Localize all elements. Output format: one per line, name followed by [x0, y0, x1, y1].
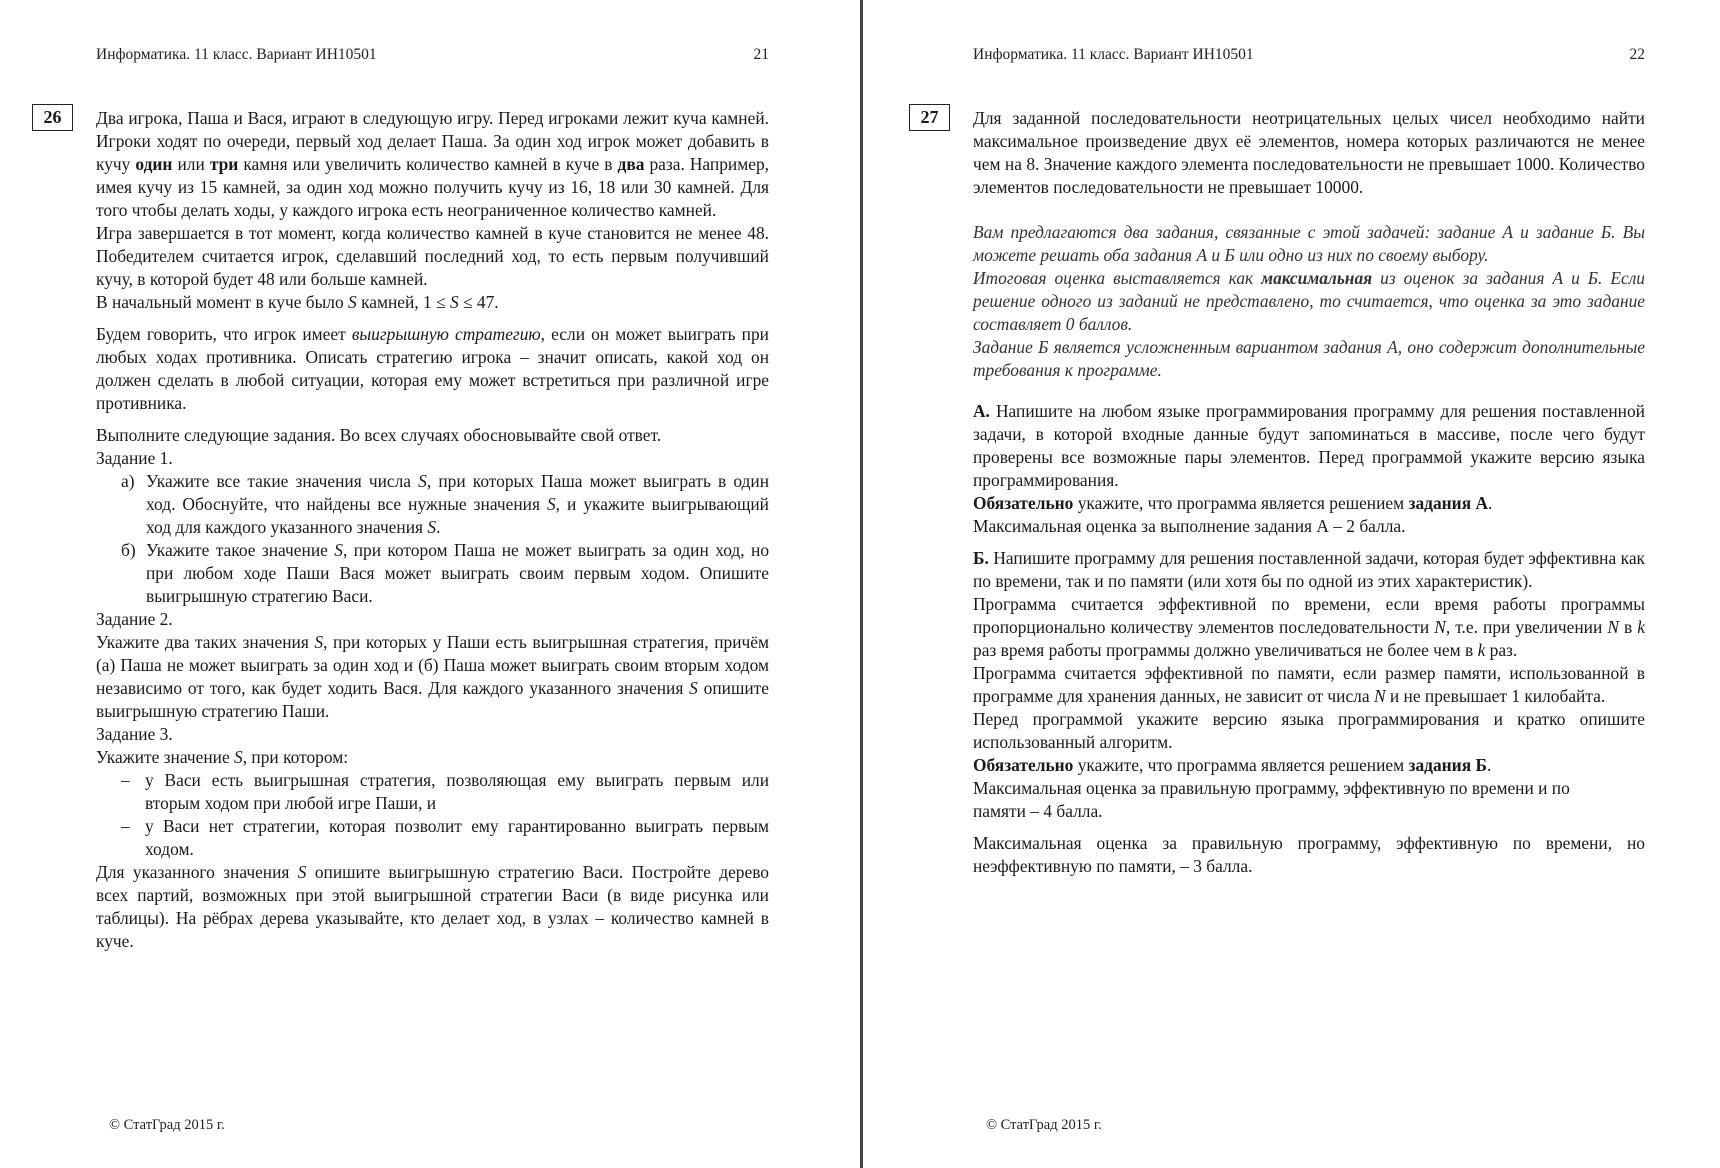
instructions-paragraph: Выполните следующие задания. Во всех случаях обосновывайте свой ответ. [96, 425, 662, 445]
time-efficiency-paragraph [973, 593, 1645, 662]
dash-marker: – [121, 816, 130, 836]
text-run: , при которых Паша может выиграть в один ход. Обоснуйте, что найдены все нужные значения [146, 471, 770, 514]
assignment-2-text [96, 631, 769, 723]
grading-note [973, 267, 1645, 336]
text-run: раз. [1485, 640, 1518, 660]
text-run: ≤ 47. [458, 292, 499, 312]
variable-s: S [348, 292, 357, 312]
task-27-text [973, 107, 1645, 878]
variable-n: N [1434, 617, 1446, 637]
variable-s: S [427, 517, 437, 537]
variable-s: S [297, 862, 307, 882]
text-run: Итоговая оценка выставляется как [973, 268, 1262, 288]
text-run: Укажите значение [96, 747, 235, 767]
variable-s: S [546, 494, 556, 514]
text-run: Напишите на любом языке программирования программу для решения поставленной задачи, в которой входные данные будут запоминаться в массиве, после чего будут проверены все возможные пары элементов. Перед программой укажите версию языка программирования. [973, 401, 1645, 490]
variable-s: S [334, 540, 343, 560]
assignment-3-title: Задание 3. [96, 724, 173, 744]
dash-marker: – [121, 770, 130, 790]
task-b-paragraph [973, 547, 1645, 593]
variable-n: N [1607, 617, 1619, 637]
bold-term: максимальная [1261, 268, 1373, 288]
initial-state-paragraph [96, 291, 769, 314]
bold-term: задания А [1408, 493, 1489, 513]
problem-statement: Для заданной последовательности неотрицательных целых чисел необходимо найти максимальное произведение двух её элементов, номера которых различаются не менее чем на 8. Значение каждого элемента последовательности не превышает 1000. Количество элементов последовательности не превышает 10000. [973, 108, 1645, 197]
assignment-3-condition-1 [96, 769, 769, 815]
bold-term: два [617, 154, 645, 174]
task-a-paragraph [973, 400, 1645, 492]
choice-note: Вам предлагаются два задания, связанные с этой задачей: задание А и задание Б. Вы можете решать оба задания А и Б или одно из них по своему выбору. [973, 222, 1645, 265]
text-run: . [1488, 493, 1493, 513]
task-b-score-2: Максимальная оценка за правильную программу, эффективную по времени, но неэффективную по памяти, – 3 балла. [973, 833, 1645, 876]
text-run: укажите, что программа является решением [1073, 755, 1409, 775]
variable-s: S [449, 292, 459, 312]
task-b-requirement [973, 754, 1645, 777]
text-run: из оценок за задания А и Б. Если решение одного из заданий не представлено, то считается, что оценка за это задание составляет 0 баллов. [973, 268, 1645, 334]
assignment-3-final [96, 861, 769, 953]
assignment-1a [96, 470, 769, 539]
text-run: . [1486, 755, 1492, 775]
text-run: укажите, что программа является решением [1073, 493, 1409, 513]
assignment-2-title: Задание 2. [96, 609, 173, 629]
variable-s: S [314, 632, 324, 652]
text-run: Для указанного значения [96, 862, 298, 882]
text-run: раза. Например, имея кучу из 15 камней, за один ход можно получить кучу из 16, 18 или 30 камней. Для того чтобы делать ходы, у каждого игрока есть неограниченное количество камней. [96, 154, 770, 220]
text-run: Укажите все такие значения числа [146, 471, 419, 491]
header-title: Информатика. 11 класс. Вариант ИН10501 [973, 46, 1254, 63]
text-run: , при котором: [242, 747, 349, 767]
task-b-label: Б. [973, 548, 989, 568]
text-run: Программа считается эффективной по памяти, если размер памяти, использованной в программе для хранения данных, не зависит от числа [973, 663, 1645, 706]
text-run: опишите выигрышную стратегию Паши. [96, 678, 769, 721]
assignment-1a-text [146, 470, 769, 539]
page-number: 22 [1629, 46, 1645, 63]
condition-text: у Васи есть выигрышная стратегия, позволяющая ему выиграть первым или вторым ходом при любой игре Паши, и [145, 770, 769, 813]
assignment-1-title: Задание 1. [96, 448, 173, 468]
italic-term: выигрышную стратегию [351, 324, 541, 344]
text-run: Укажите такое значение [146, 540, 335, 560]
item-marker: б) [121, 540, 136, 560]
bold-term: Обязательно [973, 493, 1074, 513]
text-run: раз время работы программы должно увеличиваться не более чем в [973, 640, 1478, 660]
strategy-definition-paragraph [96, 323, 769, 415]
header-title: Информатика. 11 класс. Вариант ИН10501 [96, 46, 377, 63]
assignment-3-condition-2 [96, 815, 769, 861]
bold-term: задания Б [1408, 755, 1487, 775]
text-run: и не превышает 1 килобайта. [1385, 686, 1606, 706]
text-run: или [172, 154, 210, 174]
end-condition-paragraph: Игра завершается в тот момент, когда количество камней в куче становится не менее 48. Победителем считается игрок, сделавший последний ход, то есть первым получивший кучу, в которой будет 48 или больше камней. [96, 223, 769, 289]
text-run: камня или увеличить количество камней в куче в [238, 154, 618, 174]
text-run: Два игрока, Паша и Вася, играют в следующую игру. Перед игроками лежит куча камней. Игроки ходят по очереди, первый ход делает Паша. За один ход игрок может добавить в кучу [96, 108, 769, 174]
task-a-score: Максимальная оценка за выполнение задания А – 2 балла. [973, 516, 1406, 536]
assignment-3-intro [96, 746, 769, 769]
task-b-score-1: Максимальная оценка за правильную программу, эффективную по времени и по памяти – 4 балла. [973, 778, 1570, 821]
assignment-1b-text [146, 539, 769, 608]
text-run: , и укажите выигрывающий ход для каждого указанного значения [146, 494, 769, 537]
task-26-text [96, 107, 769, 953]
text-run: Укажите два таких значения [96, 632, 315, 652]
variable-k: k [1637, 617, 1645, 637]
page-number: 21 [753, 46, 769, 63]
rules-paragraph [96, 107, 769, 222]
task-a-label: А. [973, 401, 990, 421]
text-run: Напишите программу для решения поставленной задачи, которая будет эффективна как по времени, так и по памяти (или хотя бы по одной из этих характеристик). [973, 548, 1645, 591]
variable-s: S [234, 747, 243, 767]
condition-text: у Васи нет стратегии, которая позволит ему гарантированно выиграть первым ходом. [145, 816, 769, 859]
right-page [863, 0, 1720, 1168]
variable-k: k [1477, 640, 1486, 660]
copyright-footer: © СтатГрад 2015 г. [109, 1117, 225, 1133]
text-run: В начальный момент в куче было [96, 292, 349, 312]
task-number-box: 27 [909, 104, 950, 131]
text-run: Будем говорить, что игрок имеет [96, 324, 352, 344]
assignment-1b [96, 539, 769, 608]
text-run: Программа считается эффективной по времени, если время работы программы пропорционально количеству элементов последовательности [973, 594, 1645, 637]
text-run: камней, 1 ≤ [356, 292, 450, 312]
variable-n: N [1373, 686, 1386, 706]
text-run: в [1618, 617, 1638, 637]
text-run: , если он может выиграть при любых ходах противника. Описать стратегию игрока – значит описать, какой ход он должен сделать в любой ситуации, которая ему может встретиться при различной игре противника. [96, 324, 769, 413]
task-number-box: 26 [32, 104, 73, 131]
bold-term: один [135, 154, 173, 174]
version-paragraph: Перед программой укажите версию языка программирования и кратко опишите использованный алгоритм. [973, 709, 1645, 752]
copyright-footer: © СтатГрад 2015 г. [986, 1117, 1102, 1133]
text-run: , при котором Паша не может выиграть за один ход, но при любом ходе Паши Вася может выиграть своим первым ходом. Опишите выигрышную стратегию Васи. [146, 540, 770, 606]
bold-term: Обязательно [973, 755, 1074, 775]
complexity-note: Задание Б является усложненным вариантом задания А, оно содержит дополнительные требования к программе. [973, 337, 1645, 380]
text-run: опишите выигрышную стратегию Васи. Постройте дерево всех партий, возможных при этой выигрышной стратегии Васи (в виде рисунка или таблицы). На рёбрах дерева указывайте, кто делает ход, в узлах – количество камней в куче. [96, 862, 769, 951]
variable-s: S [689, 678, 698, 698]
memory-efficiency-paragraph [973, 662, 1645, 708]
task-a-requirement [973, 492, 1645, 515]
text-run: , при которых у Паши есть выигрышная стратегия, причём (а) Паша не может выиграть за один ход и (б) Паша может выиграть своим вторым ходом независимо от того, как будет ходить Вася. Для каждого указанного значения [96, 632, 769, 698]
text-run: . [436, 517, 441, 537]
variable-s: S [418, 471, 427, 491]
item-marker: а) [121, 471, 135, 491]
bold-term: три [209, 154, 239, 174]
text-run: , т.е. при увеличении [1445, 617, 1608, 637]
